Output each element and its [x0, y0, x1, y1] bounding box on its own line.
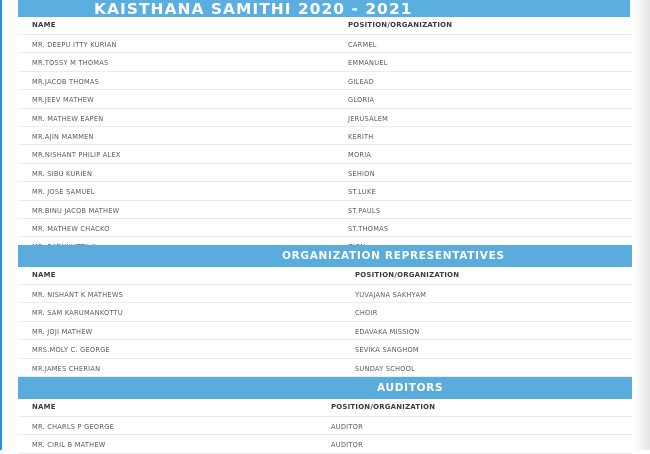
- samithi-row: [18, 72, 632, 90]
- auditors-member-position: AUDITOR: [331, 423, 363, 431]
- representatives-member-name: MR. SAM KARUMANKOTTU: [32, 309, 124, 318]
- samithi-member-name: MR.JACOB THOMAS: [32, 77, 100, 86]
- samithi-member-position: GLORIA: [348, 96, 375, 105]
- samithi-member-name: MR.AJIN MAMMEN: [32, 132, 94, 141]
- samithi-member-position: MORIA: [348, 151, 372, 160]
- auditors-title: AUDITORS: [377, 382, 444, 394]
- samithi-col-name: NAME: [32, 21, 56, 29]
- representatives-member-name: MR. JOJI MATHEW: [32, 327, 93, 336]
- page-edge-shadow: [634, 0, 650, 450]
- representatives-member-name: MRS.MOLY C. GEORGE: [32, 346, 110, 355]
- representatives-member-position: CHOIR: [355, 309, 378, 318]
- auditors-header-row: [18, 399, 632, 417]
- samithi-row: [18, 109, 632, 127]
- auditors-member-name: MR. CHARLS P GEORGE: [32, 423, 114, 431]
- left-accent-border: [0, 0, 2, 450]
- representatives-member-name: MR.JAMES CHERIAN: [32, 364, 101, 373]
- samithi-header-row: [18, 17, 632, 35]
- samithi-table: [18, 17, 632, 256]
- representatives-member-position: YUVAJANA SAKHYAM: [355, 291, 427, 299]
- samithi-member-name: MR.BINU JACOB MATHEW: [32, 206, 120, 215]
- samithi-member-name: MR. MATHEW CHACKO: [32, 224, 110, 233]
- samithi-member-position: KERITH: [348, 132, 374, 141]
- samithi-member-position: JERUSALEM: [348, 114, 389, 123]
- representatives-member-position: SEVIKA SANGHOM: [355, 346, 419, 355]
- auditors-title-banner: [18, 377, 632, 399]
- samithi-row: [18, 164, 632, 182]
- auditors-member-position: AUDITOR: [331, 441, 363, 450]
- representatives-row: [18, 340, 632, 358]
- samithi-row: [18, 127, 632, 145]
- samithi-row: [18, 182, 632, 200]
- auditors-col-name: NAME: [32, 403, 56, 411]
- samithi-row: [18, 219, 632, 237]
- samithi-row: [18, 145, 632, 163]
- samithi-row: [18, 35, 632, 53]
- samithi-member-name: MR.NISHANT PHILIP ALEX: [32, 151, 121, 160]
- samithi-title: KAISTHANA SAMITHI 2020 - 2021: [94, 0, 413, 17]
- representatives-member-name: MR. NISHANT K MATHEWS: [32, 291, 124, 299]
- samithi-member-name: MR. JOSE SAMUEL: [32, 188, 95, 197]
- representatives-col-position: POSITION/ORGANIZATION: [355, 271, 460, 279]
- samithi-member-position: CARMEL: [348, 41, 377, 49]
- samithi-member-position: ST.THOMAS: [348, 224, 389, 233]
- representatives-row: [18, 322, 632, 340]
- samithi-row: [18, 90, 632, 108]
- representatives-title-banner: [18, 245, 632, 267]
- samithi-member-name: MR. SIBU KURIEN: [32, 169, 93, 178]
- representatives-col-name: NAME: [32, 271, 56, 279]
- representatives-header-row: [18, 267, 632, 285]
- samithi-member-position: EMMANUEL: [348, 59, 388, 68]
- samithi-member-position: ST.LUKE: [348, 188, 376, 197]
- auditors-row: [18, 435, 632, 453]
- samithi-member-position: GILEAD: [348, 77, 374, 86]
- samithi-member-position: SEHION: [348, 169, 375, 178]
- samithi-member-name: MR.JEEV MATHEW: [32, 96, 94, 105]
- auditors-row: [18, 417, 632, 435]
- auditors-table: [18, 399, 632, 454]
- samithi-col-position: POSITION/ORGANIZATION: [348, 21, 453, 29]
- samithi-row: [18, 53, 632, 71]
- representatives-member-position: SUNDAY SCHOOL: [355, 364, 416, 373]
- representatives-title: ORGANIZATION REPRESENTATIVES: [282, 250, 505, 262]
- samithi-member-name: MR. DEEPU ITTY KURIAN: [32, 41, 117, 49]
- samithi-member-name: MR. MATHEW EAPEN: [32, 114, 104, 123]
- samithi-row: [18, 201, 632, 219]
- samithi-title-banner: [18, 0, 630, 17]
- samithi-member-position: ST.PAULS: [348, 206, 381, 215]
- representatives-table: [18, 267, 632, 377]
- representatives-row: [18, 285, 632, 303]
- representatives-member-position: EDAVAKA MISSION: [355, 327, 420, 336]
- auditors-col-position: POSITION/ORGANIZATION: [331, 403, 436, 411]
- auditors-member-name: MR. CIRIL B MATHEW: [32, 441, 106, 450]
- samithi-member-name: MR.TOSSY M THOMAS: [32, 59, 109, 68]
- representatives-row: [18, 303, 632, 321]
- representatives-row: [18, 359, 632, 377]
